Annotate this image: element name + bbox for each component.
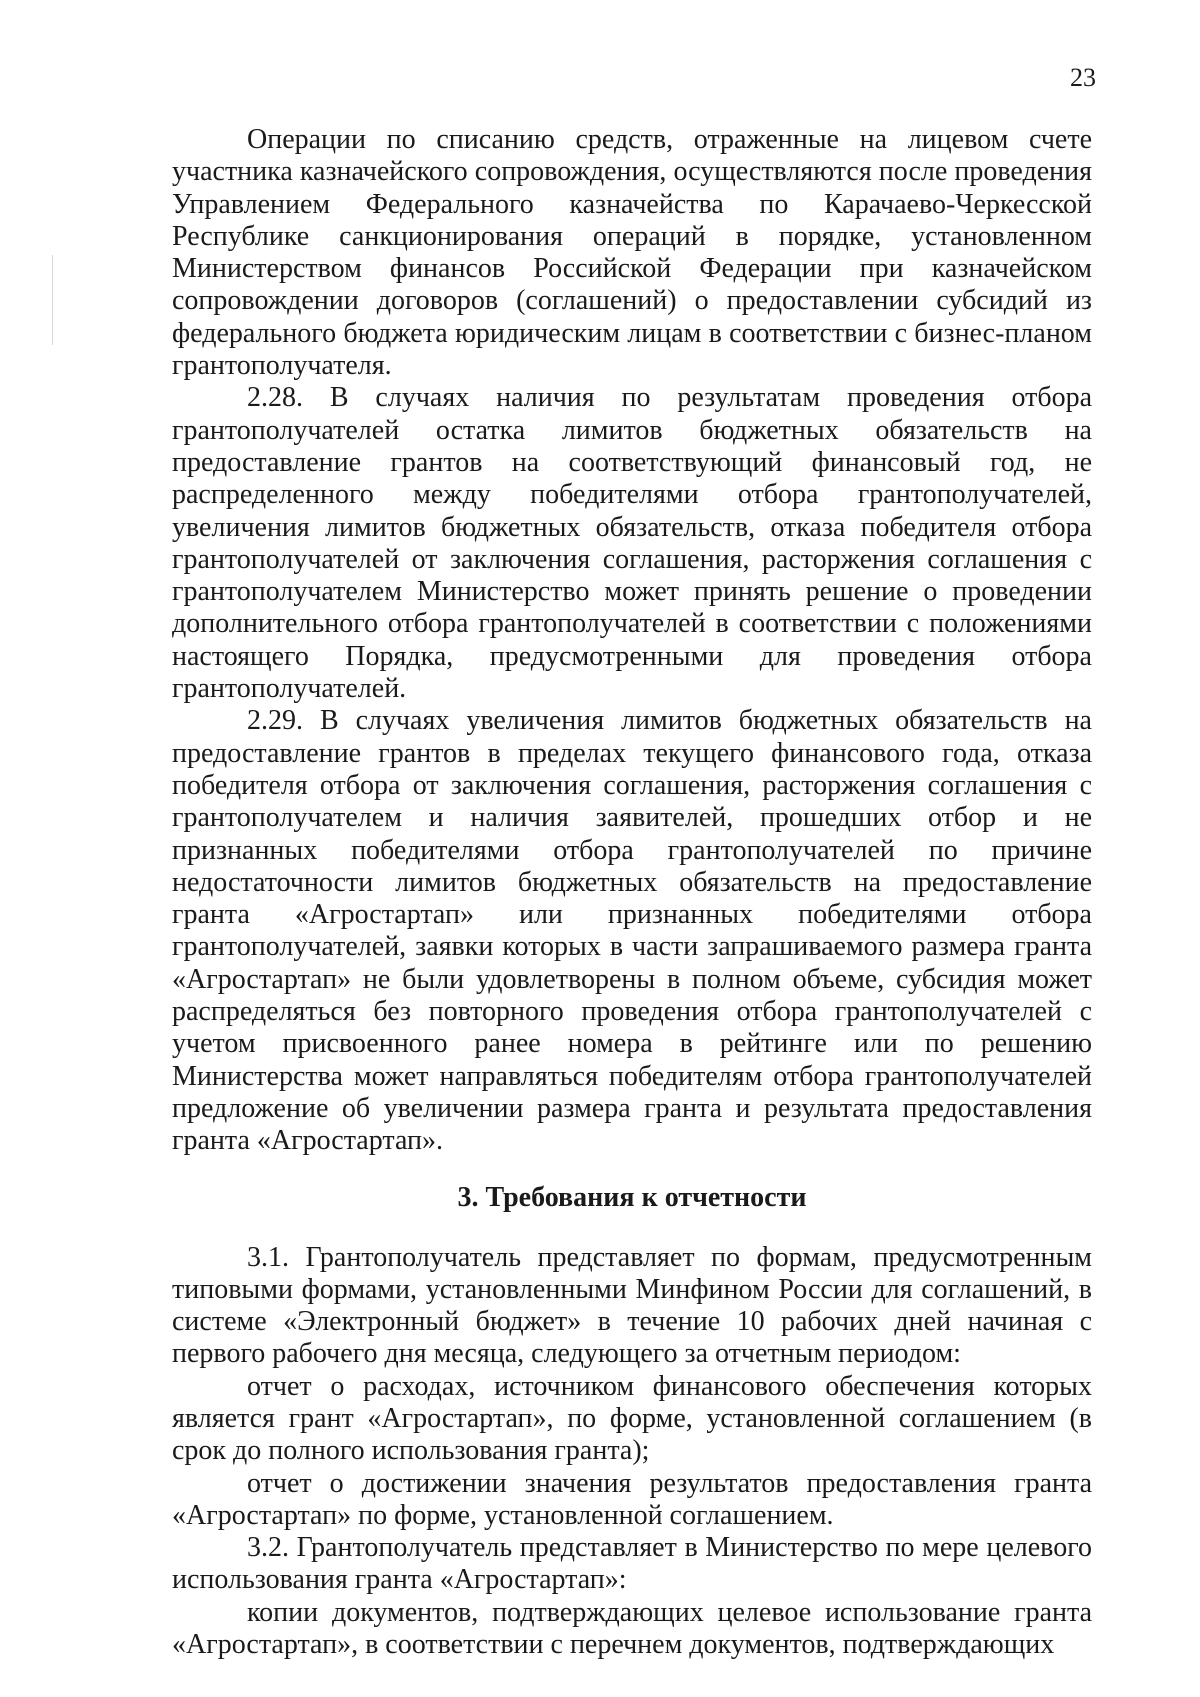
paragraph-results-report: отчет о достижении значения результатов предоставления гранта «Агростартап» по форме, установленной соглашением. <box>172 1467 1092 1531</box>
paragraph-2-29: 2.29. В случаях увеличения лимитов бюджетных обязательств на предоставление грантов в пределах текущего финансового года, отказа победителя отбора от заключения соглашения, расторжения соглашения с грантополучателем и наличия заявителей, прошедших отбор и не признанных победителями отбора грантополучателей по причине недостаточности лимитов бюджетных обязательств на предоставление гранта «Агростартап» или признанных победителями отбора грантополучателей, заявки которых в части запрашиваемого размера гранта «Агростартап» не были удовлетворены в полном объеме, субсидия может распределяться без повторного проведения отбора грантополучателей с учетом присвоенного ранее номера в рейтинге или по решению Министерства может направляться победителям отбора грантополучателей предложение об увеличении размера гранта и результата предоставления гранта «Агростартап». <box>172 705 1092 1157</box>
paragraph-treasury-operations: Операции по списанию средств, отраженные на лицевом счете участника казначейского сопровождения, осуществляются после проведения Управлением Федерального казначейства по Карачаево-Черкесской Республике санкционирования операций в порядке, установленном Министерством финансов Российской Федерации при казначейском сопровождении договоров (соглашений) о предоставлении субсидий из федерального бюджета юридическим лицам в соответствии с бизнес-планом грантополучателя. <box>172 124 1092 382</box>
paragraph-3-1: 3.1. Грантополучатель представляет по формам, предусмотренным типовыми формами, установленными Минфином России для соглашений, в системе «Электронный бюджет» в течение 10 рабочих дней начиная с первого рабочего дня месяца, следующего за отчетным периодом: <box>172 1241 1092 1370</box>
paragraph-expense-report: отчет о расходах, источником финансового обеспечения которых является грант «Агростартап», по форме, установленной соглашением (в срок до полного использования гранта); <box>172 1370 1092 1467</box>
document-body <box>172 124 1092 1661</box>
paragraph-2-28: 2.28. В случаях наличия по результатам проведения отбора грантополучателей остатка лимитов бюджетных обязательств на предоставление грантов на соответствующий финансовый год, не распределенного между победителями отбора грантополучателей, увеличения лимитов бюджетных обязательств, отказа победителя отбора грантополучателей от заключения соглашения, расторжения соглашения с грантополучателем Министерство может принять решение о проведении дополнительного отбора грантополучателей в соответствии с положениями настоящего Порядка, предусмотренными для проведения отбора грантополучателей. <box>172 382 1092 705</box>
paragraph-3-2: 3.2. Грантополучатель представляет в Министерство по мере целевого использования гранта «Агростартап»: <box>172 1532 1092 1596</box>
scan-artifact-line <box>52 255 53 345</box>
page-number: 23 <box>1070 63 1096 92</box>
paragraph-document-copies: копии документов, подтверждающих целевое использование гранта «Агростартап», в соответствии с перечнем документов, подтверждающих <box>172 1596 1092 1661</box>
section-heading-reporting: 3. Требования к отчетности <box>457 1181 807 1213</box>
